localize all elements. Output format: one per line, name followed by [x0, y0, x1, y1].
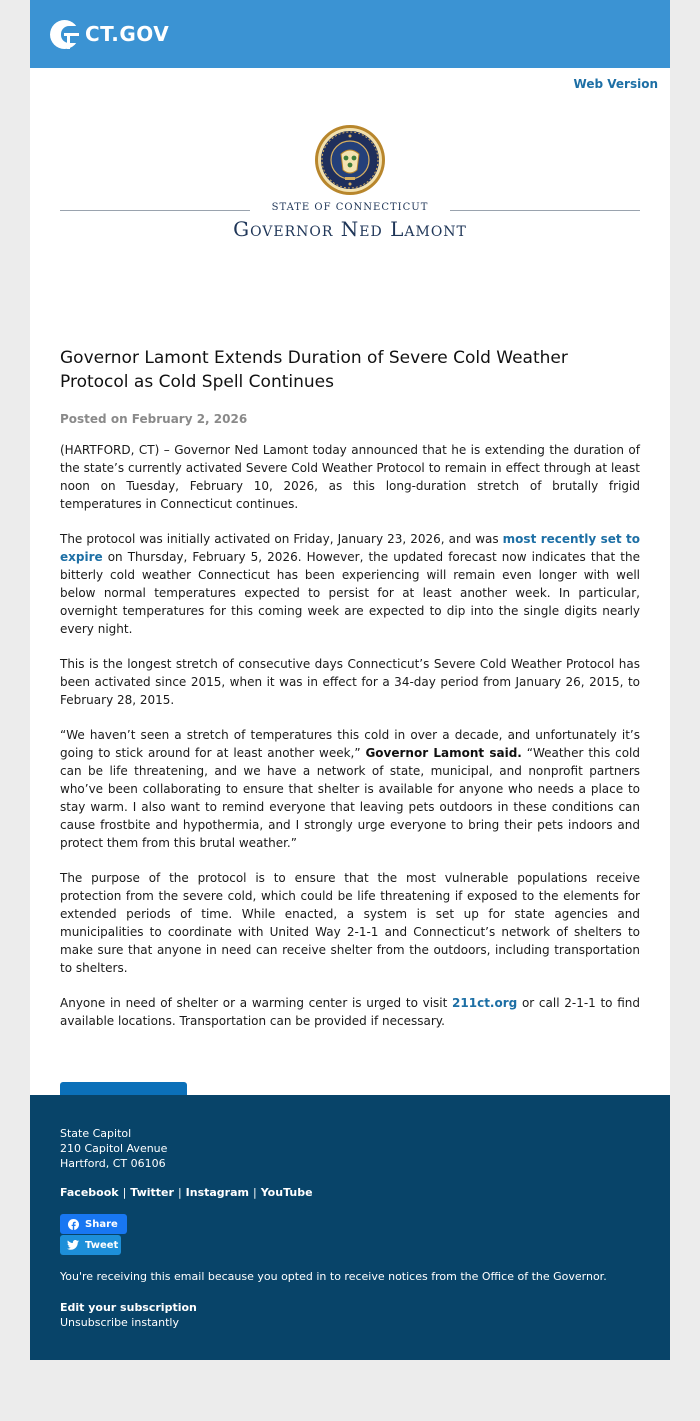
- facebook-icon: [68, 1219, 79, 1230]
- masthead-rule-right: [450, 210, 640, 211]
- logo-text[interactable]: CT.GOV: [85, 22, 170, 46]
- address-line-3: Hartford, CT 06106: [60, 1157, 166, 1170]
- social-links: Facebook | Twitter | Instagram | YouTube: [60, 1186, 313, 1199]
- footer: [30, 1095, 670, 1360]
- state-of-connecticut: STATE OF CONNECTICUT: [271, 202, 429, 213]
- masthead: [60, 202, 640, 241]
- seal-container: [30, 124, 670, 196]
- paragraph-4: “We haven’t seen a stretch of temperatures this cold in over a decade, and unfortunately it’s going to stick around for at least another week,” Governor Lamont said. “Weather this cold can be life threatening, and we have a network of state, municipal, and nonprofit partners who’ve been collaborating to ensure that shelter is available for anyone who needs a place to stay warm. I also want to remind everyone that leaving pets outdoors in these conditions can cause frostbite and hypothermia, and I strongly urge everyone to bring their pets indoors and protect them from this brutal weather.”: [60, 728, 640, 850]
- paragraph-1: (HARTFORD, CT) – Governor Ned Lamont today announced that he is extending the duration of the state’s currently activated Severe Cold Weather Protocol to remain in effect through at least noon on Tuesday, February 10, 2026, as this long-duration stretch of brutally frigid temperatures in Connecticut continues.: [60, 443, 640, 511]
- governor-said: Governor Lamont said.: [365, 746, 522, 760]
- edit-subscription-link[interactable]: Edit your subscription: [60, 1301, 197, 1314]
- facebook-share-button[interactable]: [60, 1214, 127, 1234]
- subscription-notice: You're receiving this email because you opted in to receive notices from the Office of the Governor.: [60, 1270, 607, 1283]
- paragraph-6: Anyone in need of shelter or a warming center is urged to visit 211ct.org or call 2-1-1 to find available locations. Transportation can be provided if necessary.: [60, 996, 641, 1028]
- twitter-bird-icon: [67, 1240, 79, 1250]
- governor-name: Governor Ned Lamont: [233, 217, 467, 241]
- top-banner: [30, 0, 670, 68]
- paragraph-5: The purpose of the protocol is to ensure that the most vulnerable populations receive protection from the severe cold, which could be life threatening if exposed to the elements for extended periods of time. While enacted, a system is set up for state agencies and municipalities to coordinate with United Way 2-1-1 and Connecticut’s network of shelters to make sure that anyone in need can receive shelter from the outdoors, including transportation to shelters.: [60, 871, 640, 975]
- address: [60, 1126, 167, 1171]
- paragraph-3: This is the longest stretch of consecutive days Connecticut’s Severe Cold Weather Protocol has been activated since 2015, when it was in effect for a 34-day period from January 26, 2015, to February 28, 2015.: [60, 657, 640, 707]
- masthead-rule-left: [60, 210, 250, 211]
- expire-link[interactable]: most recently set to expire: [60, 532, 640, 564]
- email-container: [30, 0, 670, 1360]
- 211ct-link[interactable]: 211ct.org: [452, 996, 518, 1010]
- article-body: [60, 441, 640, 1047]
- tweet-button[interactable]: [60, 1235, 121, 1255]
- email-body: [30, 68, 670, 1095]
- youtube-link[interactable]: YouTube: [260, 1186, 313, 1199]
- twitter-link[interactable]: Twitter: [130, 1186, 174, 1199]
- address-line-1: State Capitol: [60, 1127, 132, 1140]
- tweet-label: Tweet: [85, 1239, 119, 1251]
- unsubscribe-link[interactable]: Unsubscribe instantly: [60, 1316, 179, 1329]
- facebook-link[interactable]: Facebook: [60, 1186, 119, 1199]
- share-label: Share: [85, 1218, 118, 1230]
- article-headline: Governor Lamont Extends Duration of Severe Cold Weather Protocol as Cold Spell Continues: [60, 348, 568, 392]
- paragraph-2: The protocol was initially activated on Friday, January 23, 2026, and was most recently set to expire on Thursday, February 5, 2026. However, the updated forecast now indicates that the bitterly cold weather Connecticut has been experiencing will remain even longer with well below normal temperatures expected to persist for at least another week. In particular, overnight temperatures for this coming week are expected to dip into the single digits nearly every night.: [60, 532, 640, 636]
- web-version-link[interactable]: Web Version: [573, 77, 658, 91]
- address-line-2: 210 Capitol Avenue: [60, 1142, 168, 1155]
- posted-date: Posted on February 2, 2026: [60, 412, 248, 426]
- governor-seal-icon: [314, 124, 386, 196]
- ct-logo-icon[interactable]: [50, 20, 79, 49]
- instagram-link[interactable]: Instagram: [185, 1186, 249, 1199]
